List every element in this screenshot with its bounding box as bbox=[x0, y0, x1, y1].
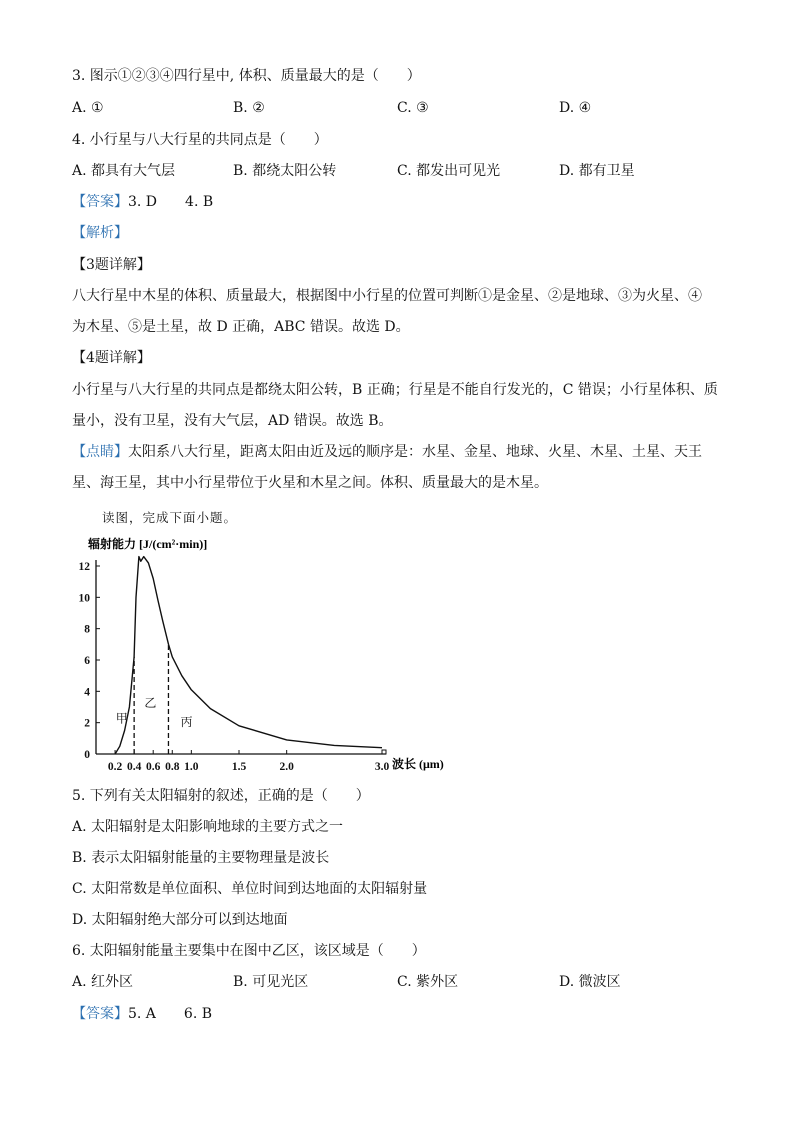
x-tick-label: 0.4 bbox=[126, 761, 142, 773]
x-axis-title: 波长 (μm) bbox=[392, 757, 444, 771]
analysis-tag: 【解析】 bbox=[72, 225, 128, 241]
answer-tag: 【答案】 bbox=[72, 1006, 128, 1022]
chart-axes bbox=[96, 560, 386, 754]
answer-text: 3. D 4. B bbox=[128, 194, 214, 210]
q6-option-d: D. 微波区 bbox=[559, 974, 621, 990]
answer-line-2 bbox=[72, 1004, 212, 1024]
q4-option-c: C. 都发出可见光 bbox=[397, 163, 501, 179]
q6-option-a: A. 红外区 bbox=[72, 974, 134, 990]
region-label: 丙 bbox=[180, 714, 193, 729]
y-tick-label: 6 bbox=[84, 655, 90, 667]
x-tick-label: 0.2 bbox=[107, 761, 123, 773]
tip-text-1: 太阳系八大行星，距离太阳由近及远的顺序是：水星、金星、地球、火星、木星、土星、天王 bbox=[128, 444, 702, 460]
x-tick-label: 0.6 bbox=[146, 761, 161, 773]
figure-intro: 读图，完成下面小题。 bbox=[102, 510, 238, 525]
q6-option-b: B. 可见光区 bbox=[233, 974, 309, 990]
y-axis-title: 辐射能力 [J/(cm²·min)] bbox=[88, 537, 208, 551]
question-6-stem: 6. 太阳辐射能量主要集中在图中乙区，该区域是（ ） bbox=[72, 943, 426, 959]
y-tick-label: 4 bbox=[84, 686, 90, 699]
q4-option-d: D. 都有卫星 bbox=[559, 163, 635, 179]
x-tick-label: 1.5 bbox=[231, 761, 247, 773]
detail-3-line-2: 为木星、⑤是土星，故 D 正确，ABC 错误。故选 D。 bbox=[72, 319, 410, 335]
q3-option-b: B. ② bbox=[233, 100, 265, 116]
y-tick-label: 10 bbox=[78, 592, 90, 605]
detail-4-line-2: 量小，没有卫星，没有大气层，AD 错误。故选 B。 bbox=[72, 413, 393, 429]
y-tick-label: 2 bbox=[84, 717, 90, 730]
q5-option-d: D. 太阳辐射绝大部分可以到达地面 bbox=[72, 912, 288, 928]
q6-option-c: C. 紫外区 bbox=[397, 974, 459, 990]
q5-option-c: C. 太阳常数是单位面积、单位时间到达地面的太阳辐射量 bbox=[72, 881, 428, 897]
tip-tag: 【点睛】 bbox=[72, 444, 128, 460]
x-tick-label: 2.0 bbox=[279, 761, 294, 773]
q5-option-b: B. 表示太阳辐射能量的主要物理量是波长 bbox=[72, 850, 330, 866]
q3-option-d: D. ④ bbox=[559, 100, 592, 116]
detail-3-header: 【3题详解】 bbox=[72, 257, 151, 273]
q4-option-b: B. 都绕太阳公转 bbox=[233, 163, 337, 179]
tip-line-1 bbox=[72, 442, 702, 462]
question-4-stem: 4. 小行星与八大行星的共同点是（ ） bbox=[72, 132, 328, 148]
region-label: 乙 bbox=[144, 696, 157, 710]
detail-3-line-1: 八大行星中木星的体积、质量最大，根据图中小行星的位置可判断①是金星、②是地球、③为火星、④ bbox=[72, 288, 702, 304]
q3-option-a: A. ① bbox=[72, 100, 104, 116]
x-tick-label: 1.0 bbox=[184, 761, 199, 773]
x-tick-label: 3.0 bbox=[374, 761, 390, 773]
answer-line-1 bbox=[72, 192, 213, 212]
detail-4-line-1: 小行星与八大行星的共同点是都绕太阳公转，B 正确；行星是不能自行发光的，C 错误；小行星体积、质 bbox=[72, 382, 718, 398]
answer-tag: 【答案】 bbox=[72, 194, 128, 210]
question-3-stem: 3. 图示①②③④四行星中, 体积、质量最大的是（ ） bbox=[72, 68, 421, 84]
q4-option-a: A. 都具有大气层 bbox=[72, 163, 176, 179]
q5-option-a: A. 太阳辐射是太阳影响地球的主要方式之一 bbox=[72, 819, 344, 835]
detail-4-header: 【4题详解】 bbox=[72, 350, 151, 366]
tip-line-2: 星、海王星，其中小行星带位于火星和木星之间。体积、质量最大的是木星。 bbox=[72, 475, 548, 491]
radiation-chart bbox=[70, 530, 460, 778]
y-tick-label: 8 bbox=[84, 623, 90, 636]
q3-option-c: C. ③ bbox=[397, 100, 429, 116]
region-label: 甲 bbox=[115, 711, 128, 726]
radiation-curve bbox=[115, 557, 382, 754]
y-tick-label: 12 bbox=[78, 561, 90, 573]
question-5-stem: 5. 下列有关太阳辐射的叙述，正确的是（ ） bbox=[72, 788, 370, 804]
y-tick-label: 0 bbox=[84, 749, 90, 761]
x-tick-label: 0.8 bbox=[165, 761, 180, 773]
answer-text: 5. A 6. B bbox=[128, 1006, 213, 1022]
